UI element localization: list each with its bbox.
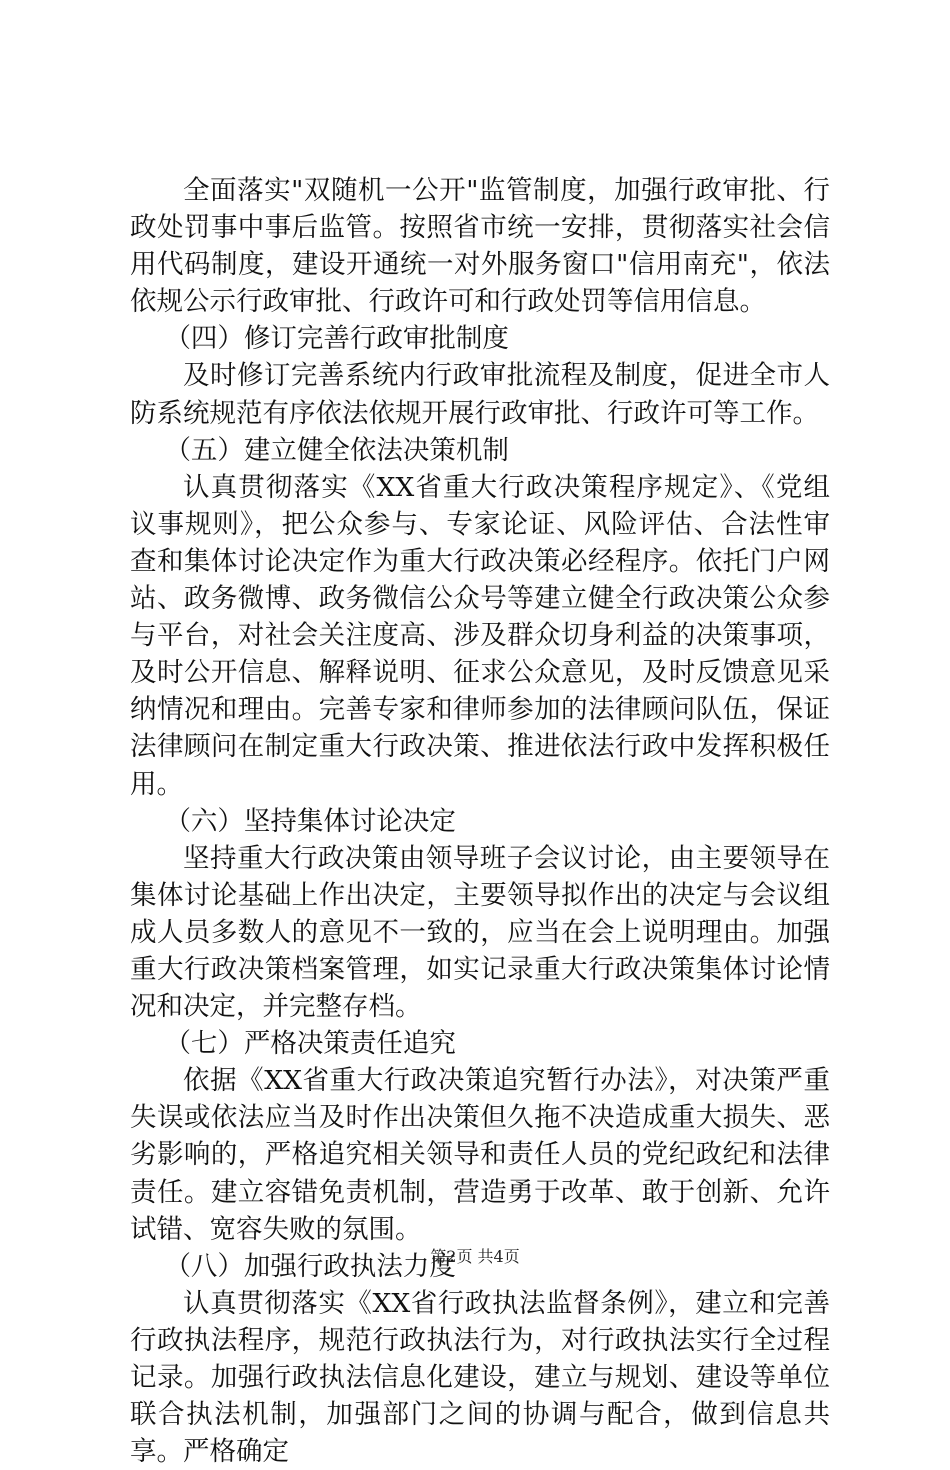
page-footer: [0, 1244, 950, 1267]
page-number-label: 第2页 共4页: [430, 1247, 520, 1266]
document-body: [130, 172, 830, 1470]
section-heading-8: （八）加强行政执法力度: [164, 1250, 456, 1282]
paragraph-6: 认真贯彻落实《XX省行政执法监督条例》，建立和完善行政执法程序，规范行政执法行为，对行政执法实行全过程记录。加强行政执法信息化建设，建立与规划、建设等单位联合执法机制，加强部门之间的协调与配合，做到信息共享。严格确定: [130, 1287, 830, 1468]
section-heading-6: （六）坚持集体讨论决定: [164, 805, 456, 837]
section-heading-4: （四）修订完善行政审批制度: [164, 323, 509, 355]
paragraph-5: 依据《XX省重大行政决策追究暂行办法》，对决策严重失误或依法应当及时作出决策但久拖不决造成重大损失、恶劣影响的，严格追究相关领导和责任人员的党纪政纪和法律责任。建立容错免责机制，营造勇于改革、敢于创新、允许试错、宽容失败的氛围。: [130, 1065, 830, 1245]
section-heading-5: （五）建立健全依法决策机制: [164, 434, 509, 466]
paragraph-2: 及时修订完善系统内行政审批流程及制度，促进全市人防系统规范有序依法依规开展行政审批、行政许可等工作。: [130, 360, 830, 429]
paragraph-3: 认真贯彻落实《XX省重大行政决策程序规定》、《党组议事规则》，把公众参与、专家论证、风险评估、合法性审查和集体讨论决定作为重大行政决策必经程序。依托门户网站、政务微博、政务微信公众号等建立健全行政决策公众参与平台，对社会关注度高、涉及群众切身利益的决策事项，及时公开信息、解释说明、征求公众意见，及时反馈意见采纳情况和理由。完善专家和律师参加的法律顾问队伍，保证法律顾问在制定重大行政决策、推进依法行政中发挥积极任用。: [130, 471, 830, 800]
paragraph-4: 坚持重大行政决策由领导班子会议讨论，由主要领导在集体讨论基础上作出决定，主要领导拟作出的决定与会议组成人员多数人的意见不一致的，应当在会上说明理由。加强重大行政决策档案管理，如实记录重大行政决策集体讨论情况和决定，并完整存档。: [130, 842, 830, 1023]
section-heading-7: （七）严格决策责任追究: [164, 1028, 456, 1060]
paragraph-1: 全面落实"双随机一公开"监管制度，加强行政审批、行政处罚事中事后监管。按照省市统一安排，贯彻落实社会信用代码制度，建设开通统一对外服务窗口"信用南充"，依法依规公示行政审批、行政许可和行政处罚等信用信息。: [130, 175, 830, 318]
